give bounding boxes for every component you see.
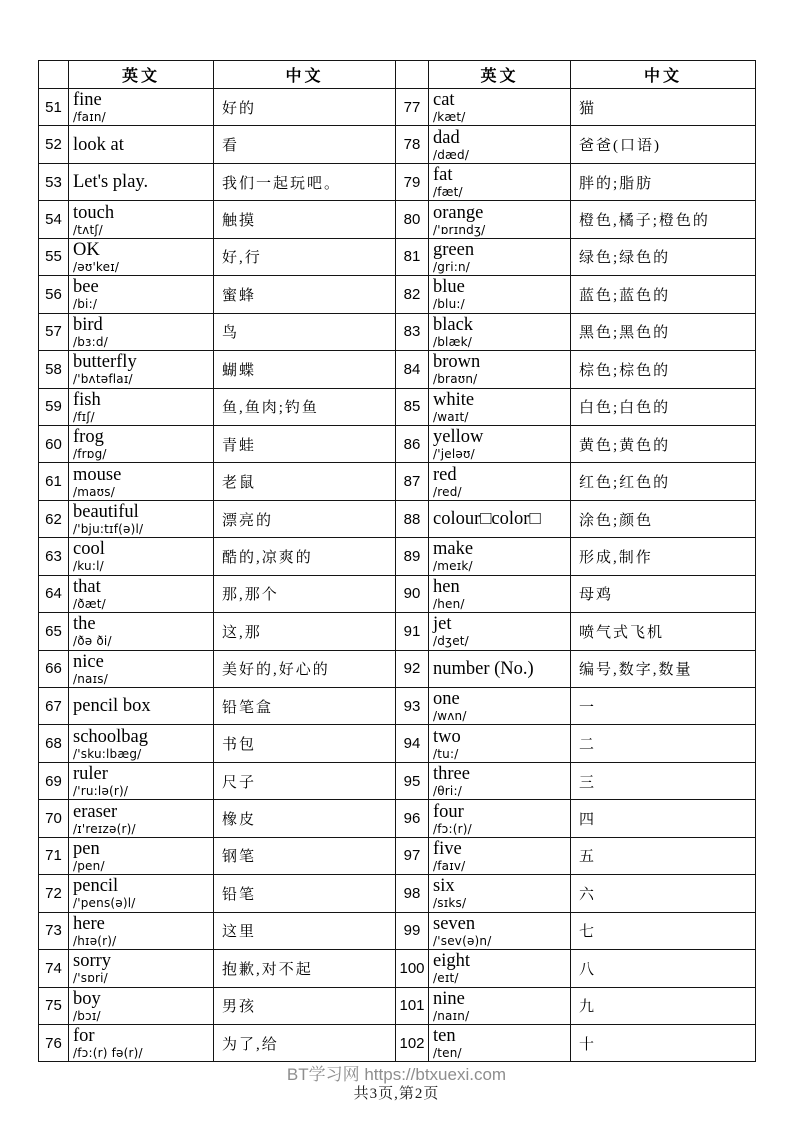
chinese-cell: 鸟 [214, 313, 396, 350]
table-row [39, 313, 756, 350]
english-word: dad [433, 127, 460, 148]
phonetic-text: /hen/ [433, 596, 465, 611]
english-word: frog [73, 427, 104, 448]
header-chinese-left: 中文 [214, 61, 396, 89]
english-cell [429, 388, 571, 425]
chinese-cell: 猫 [571, 89, 756, 126]
chinese-cell: 黑色;黑色的 [571, 313, 756, 350]
english-word: ten [433, 1026, 456, 1047]
english-word: hen [433, 576, 460, 597]
phonetic-text: /'jeləʊ/ [433, 447, 475, 462]
english-cell [429, 1024, 571, 1061]
table-row [39, 89, 756, 126]
english-word: make [433, 539, 474, 560]
english-word: eight [433, 951, 470, 972]
english-cell [69, 388, 214, 425]
chinese-cell: 白色;白色的 [571, 388, 756, 425]
chinese-cell: 爸爸(口语) [571, 126, 756, 163]
english-word: that [73, 576, 101, 597]
english-cell [429, 425, 571, 462]
english-word: blue [433, 277, 465, 298]
row-number: 91 [396, 613, 429, 650]
english-cell [429, 313, 571, 350]
english-cell [69, 762, 214, 799]
chinese-cell: 抱歉,对不起 [214, 950, 396, 987]
phonetic-text: /'ɒrɪndʒ/ [433, 222, 486, 237]
row-number: 64 [39, 575, 69, 612]
english-cell [69, 725, 214, 762]
row-number: 98 [396, 875, 429, 912]
phonetic-text: /blæk/ [433, 334, 472, 349]
row-number: 78 [396, 126, 429, 163]
english-word: fine [73, 90, 102, 111]
vocab-table [38, 60, 756, 1062]
row-number: 67 [39, 688, 69, 725]
row-number: 59 [39, 388, 69, 425]
english-word: nine [433, 988, 465, 1009]
chinese-cell: 男孩 [214, 987, 396, 1024]
chinese-cell: 编号,数字,数量 [571, 650, 756, 687]
english-cell [429, 538, 571, 575]
english-word: Let's play. [73, 172, 149, 193]
phonetic-text: /kæt/ [433, 110, 466, 125]
english-word: the [73, 614, 96, 635]
row-number: 66 [39, 650, 69, 687]
header-english-left: 英文 [69, 61, 214, 89]
chinese-cell: 漂亮的 [214, 500, 396, 537]
footer-site-link[interactable]: BT学习网 https://btxuexi.com [286, 1065, 507, 1084]
table-row [39, 762, 756, 799]
english-cell [69, 500, 214, 537]
chinese-cell: 看 [214, 126, 396, 163]
row-number: 60 [39, 425, 69, 462]
row-number: 73 [39, 912, 69, 949]
chinese-cell: 八 [571, 950, 756, 987]
table-row [39, 351, 756, 388]
english-cell [429, 351, 571, 388]
english-word: for [73, 1026, 95, 1047]
phonetic-text: /eɪt/ [433, 971, 459, 986]
phonetic-text: /ðæt/ [73, 596, 106, 611]
english-word: six [433, 876, 455, 897]
table-row [39, 126, 756, 163]
english-word: pencil box [73, 696, 151, 717]
chinese-cell: 那,那个 [214, 575, 396, 612]
row-number: 99 [396, 912, 429, 949]
phonetic-text: /əʊ'keɪ/ [73, 259, 120, 274]
row-number: 51 [39, 89, 69, 126]
row-number: 88 [396, 500, 429, 537]
table-row [39, 912, 756, 949]
phonetic-text: /faɪn/ [73, 110, 106, 125]
row-number: 83 [396, 313, 429, 350]
phonetic-text: /hɪə(r)/ [73, 933, 117, 948]
row-number: 85 [396, 388, 429, 425]
row-number: 74 [39, 950, 69, 987]
chinese-cell: 触摸 [214, 201, 396, 238]
english-cell [429, 762, 571, 799]
chinese-cell: 黄色;黄色的 [571, 425, 756, 462]
english-cell [429, 500, 571, 537]
table-row [39, 1024, 756, 1061]
english-word: jet [433, 614, 452, 635]
english-cell [69, 875, 214, 912]
row-number: 92 [396, 650, 429, 687]
chinese-cell: 好,行 [214, 238, 396, 275]
row-number: 95 [396, 762, 429, 799]
table-row [39, 463, 756, 500]
chinese-cell: 尺子 [214, 762, 396, 799]
english-cell [429, 201, 571, 238]
english-word: three [433, 764, 470, 785]
row-number: 93 [396, 688, 429, 725]
table-row [39, 613, 756, 650]
phonetic-text: /fɔ:(r)/ [433, 821, 472, 836]
phonetic-text: /red/ [433, 484, 462, 499]
chinese-cell: 我们一起玩吧。 [214, 163, 396, 200]
row-number: 90 [396, 575, 429, 612]
row-number: 53 [39, 163, 69, 200]
phonetic-text: /ðə ði/ [73, 634, 112, 649]
chinese-cell: 鱼,鱼肉;钓鱼 [214, 388, 396, 425]
phonetic-text: /ten/ [433, 1046, 462, 1061]
row-number: 76 [39, 1024, 69, 1061]
english-word: pencil [73, 876, 119, 897]
english-cell [69, 538, 214, 575]
english-cell [69, 688, 214, 725]
english-cell [429, 688, 571, 725]
english-word: mouse [73, 464, 122, 485]
english-cell [429, 89, 571, 126]
table-row [39, 425, 756, 462]
english-cell [429, 800, 571, 837]
table-row [39, 500, 756, 537]
english-cell [69, 201, 214, 238]
english-word: number (No.) [433, 658, 534, 679]
chinese-cell: 书包 [214, 725, 396, 762]
phonetic-text: /waɪt/ [433, 409, 469, 424]
phonetic-text: /'ru:lə(r)/ [73, 784, 129, 799]
english-word: eraser [73, 801, 118, 822]
chinese-cell: 这,那 [214, 613, 396, 650]
english-cell [429, 163, 571, 200]
english-cell [429, 126, 571, 163]
english-cell [429, 875, 571, 912]
phonetic-text: /'bʌtəflaɪ/ [73, 372, 133, 387]
english-cell [69, 163, 214, 200]
phonetic-text: /braʊn/ [433, 372, 478, 387]
row-number: 86 [396, 425, 429, 462]
english-word: red [433, 464, 457, 485]
english-word: butterfly [73, 352, 137, 373]
row-number: 68 [39, 725, 69, 762]
english-cell [429, 987, 571, 1024]
table-row [39, 575, 756, 612]
row-number: 100 [396, 950, 429, 987]
phonetic-text: /naɪs/ [73, 671, 108, 686]
english-word: bee [73, 277, 99, 298]
english-word: bird [73, 314, 103, 335]
english-cell [69, 313, 214, 350]
english-cell [429, 725, 571, 762]
chinese-cell: 十 [571, 1024, 756, 1061]
english-cell [69, 912, 214, 949]
phonetic-text: /maʊs/ [73, 484, 115, 499]
english-cell [69, 1024, 214, 1061]
row-number: 54 [39, 201, 69, 238]
table-row [39, 875, 756, 912]
english-word: here [73, 913, 105, 934]
phonetic-text: /'sku:lbæg/ [73, 746, 142, 761]
chinese-cell: 绿色;绿色的 [571, 238, 756, 275]
english-word: brown [433, 352, 481, 373]
english-cell [69, 575, 214, 612]
english-cell [69, 238, 214, 275]
phonetic-text: /pen/ [73, 858, 105, 873]
english-word: four [433, 801, 464, 822]
english-word: nice [73, 651, 104, 672]
english-word: yellow [433, 427, 484, 448]
row-number: 81 [396, 238, 429, 275]
english-word: fat [433, 165, 453, 186]
english-word: ruler [73, 764, 108, 785]
phonetic-text: /meɪk/ [433, 559, 473, 574]
chinese-cell: 母鸡 [571, 575, 756, 612]
english-cell [429, 912, 571, 949]
chinese-cell: 一 [571, 688, 756, 725]
row-number: 72 [39, 875, 69, 912]
header-english-right: 英文 [429, 61, 571, 89]
phonetic-text: /gri:n/ [433, 259, 471, 274]
table-row [39, 388, 756, 425]
table-row [39, 987, 756, 1024]
phonetic-text: /bɔɪ/ [73, 1008, 101, 1023]
row-number: 57 [39, 313, 69, 350]
table-header-row [39, 61, 756, 89]
row-number: 102 [396, 1024, 429, 1061]
english-word: fish [73, 389, 101, 410]
english-cell [429, 650, 571, 687]
english-word: look at [73, 134, 124, 155]
chinese-cell: 为了,给 [214, 1024, 396, 1061]
phonetic-text: /fɔ:(r) fə(r)/ [73, 1046, 143, 1061]
chinese-cell: 四 [571, 800, 756, 837]
row-number: 65 [39, 613, 69, 650]
row-number: 70 [39, 800, 69, 837]
phonetic-text: /fɪʃ/ [73, 409, 95, 424]
phonetic-text: /tu:/ [433, 746, 459, 761]
phonetic-text: /ɪ'reɪzə(r)/ [73, 821, 136, 836]
header-num-right [396, 61, 429, 89]
english-cell [69, 463, 214, 500]
table-row [39, 688, 756, 725]
english-word: colour□color□ [433, 509, 541, 530]
chinese-cell: 铅笔 [214, 875, 396, 912]
english-cell [429, 463, 571, 500]
chinese-cell: 棕色;棕色的 [571, 351, 756, 388]
chinese-cell: 青蛙 [214, 425, 396, 462]
table-row [39, 725, 756, 762]
page-footer [0, 1064, 793, 1104]
chinese-cell: 六 [571, 875, 756, 912]
english-word: white [433, 389, 475, 410]
phonetic-text: /'bju:tɪf(ə)l/ [73, 522, 144, 537]
chinese-cell: 形成,制作 [571, 538, 756, 575]
phonetic-text: /blu:/ [433, 297, 465, 312]
row-number: 101 [396, 987, 429, 1024]
row-number: 69 [39, 762, 69, 799]
english-cell [429, 238, 571, 275]
english-word: touch [73, 202, 115, 223]
phonetic-text: /dæd/ [433, 147, 470, 162]
english-word: green [433, 239, 475, 260]
phonetic-text: /tʌtʃ/ [73, 222, 103, 237]
english-word: schoolbag [73, 726, 149, 747]
chinese-cell: 九 [571, 987, 756, 1024]
english-cell [69, 425, 214, 462]
header-num-left [39, 61, 69, 89]
english-cell [429, 575, 571, 612]
phonetic-text: /'pens(ə)l/ [73, 896, 136, 911]
chinese-cell: 喷气式飞机 [571, 613, 756, 650]
english-word: cat [433, 90, 455, 111]
phonetic-text: /'sev(ə)n/ [433, 933, 492, 948]
phonetic-text: /frɒg/ [73, 447, 107, 462]
english-cell [429, 613, 571, 650]
english-cell [69, 950, 214, 987]
row-number: 77 [396, 89, 429, 126]
table-row [39, 238, 756, 275]
chinese-cell: 好的 [214, 89, 396, 126]
phonetic-text: /θri:/ [433, 784, 462, 799]
chinese-cell: 蜜蜂 [214, 276, 396, 313]
english-cell [69, 650, 214, 687]
english-cell [69, 837, 214, 874]
table-row [39, 201, 756, 238]
row-number: 84 [396, 351, 429, 388]
row-number: 71 [39, 837, 69, 874]
english-word: cool [73, 539, 105, 560]
phonetic-text: /'sɒri/ [73, 971, 108, 986]
english-word: boy [73, 988, 101, 1009]
row-number: 87 [396, 463, 429, 500]
row-number: 97 [396, 837, 429, 874]
chinese-cell: 酷的,凉爽的 [214, 538, 396, 575]
phonetic-text: /bi:/ [73, 297, 98, 312]
row-number: 79 [396, 163, 429, 200]
phonetic-text: /wʌn/ [433, 709, 467, 724]
phonetic-text: /ku:l/ [73, 559, 104, 574]
row-number: 58 [39, 351, 69, 388]
english-word: beautiful [73, 502, 139, 523]
chinese-cell: 橙色,橘子;橙色的 [571, 201, 756, 238]
english-word: seven [433, 913, 476, 934]
row-number: 75 [39, 987, 69, 1024]
english-cell [69, 276, 214, 313]
row-number: 96 [396, 800, 429, 837]
footer-page-info: 共3页,第2页 [353, 1086, 440, 1102]
chinese-cell: 钢笔 [214, 837, 396, 874]
chinese-cell: 三 [571, 762, 756, 799]
chinese-cell: 蝴蝶 [214, 351, 396, 388]
table-row [39, 837, 756, 874]
row-number: 82 [396, 276, 429, 313]
chinese-cell: 这里 [214, 912, 396, 949]
table-row [39, 276, 756, 313]
row-number: 89 [396, 538, 429, 575]
chinese-cell: 红色;红色的 [571, 463, 756, 500]
phonetic-text: /sɪks/ [433, 896, 467, 911]
english-word: pen [73, 838, 100, 859]
row-number: 52 [39, 126, 69, 163]
chinese-cell: 老鼠 [214, 463, 396, 500]
english-cell [429, 837, 571, 874]
chinese-cell: 五 [571, 837, 756, 874]
row-number: 61 [39, 463, 69, 500]
english-cell [429, 950, 571, 987]
row-number: 63 [39, 538, 69, 575]
row-number: 94 [396, 725, 429, 762]
header-chinese-right: 中文 [571, 61, 756, 89]
table-row [39, 800, 756, 837]
phonetic-text: /fæt/ [433, 185, 463, 200]
chinese-cell: 七 [571, 912, 756, 949]
row-number: 62 [39, 500, 69, 537]
phonetic-text: /naɪn/ [433, 1008, 470, 1023]
table-row [39, 650, 756, 687]
row-number: 56 [39, 276, 69, 313]
chinese-cell: 美好的,好心的 [214, 650, 396, 687]
english-word: OK [73, 239, 100, 260]
table-row [39, 163, 756, 200]
table-row [39, 950, 756, 987]
english-word: two [433, 726, 461, 747]
english-cell [69, 89, 214, 126]
chinese-cell: 橡皮 [214, 800, 396, 837]
english-cell [69, 613, 214, 650]
english-cell [69, 800, 214, 837]
english-cell [69, 987, 214, 1024]
phonetic-text: /dʒet/ [433, 634, 469, 649]
english-word: orange [433, 202, 484, 223]
row-number: 55 [39, 238, 69, 275]
english-cell [69, 351, 214, 388]
english-word: sorry [73, 951, 112, 972]
english-word: one [433, 689, 460, 710]
chinese-cell: 涂色;颜色 [571, 500, 756, 537]
chinese-cell: 铅笔盒 [214, 688, 396, 725]
chinese-cell: 蓝色;蓝色的 [571, 276, 756, 313]
table-row [39, 538, 756, 575]
chinese-cell: 二 [571, 725, 756, 762]
phonetic-text: /faɪv/ [433, 858, 466, 873]
english-cell [69, 126, 214, 163]
chinese-cell: 胖的;脂肪 [571, 163, 756, 200]
row-number: 80 [396, 201, 429, 238]
english-word: black [433, 314, 474, 335]
english-word: five [433, 838, 462, 859]
phonetic-text: /bɜ:d/ [73, 334, 108, 349]
english-cell [429, 276, 571, 313]
